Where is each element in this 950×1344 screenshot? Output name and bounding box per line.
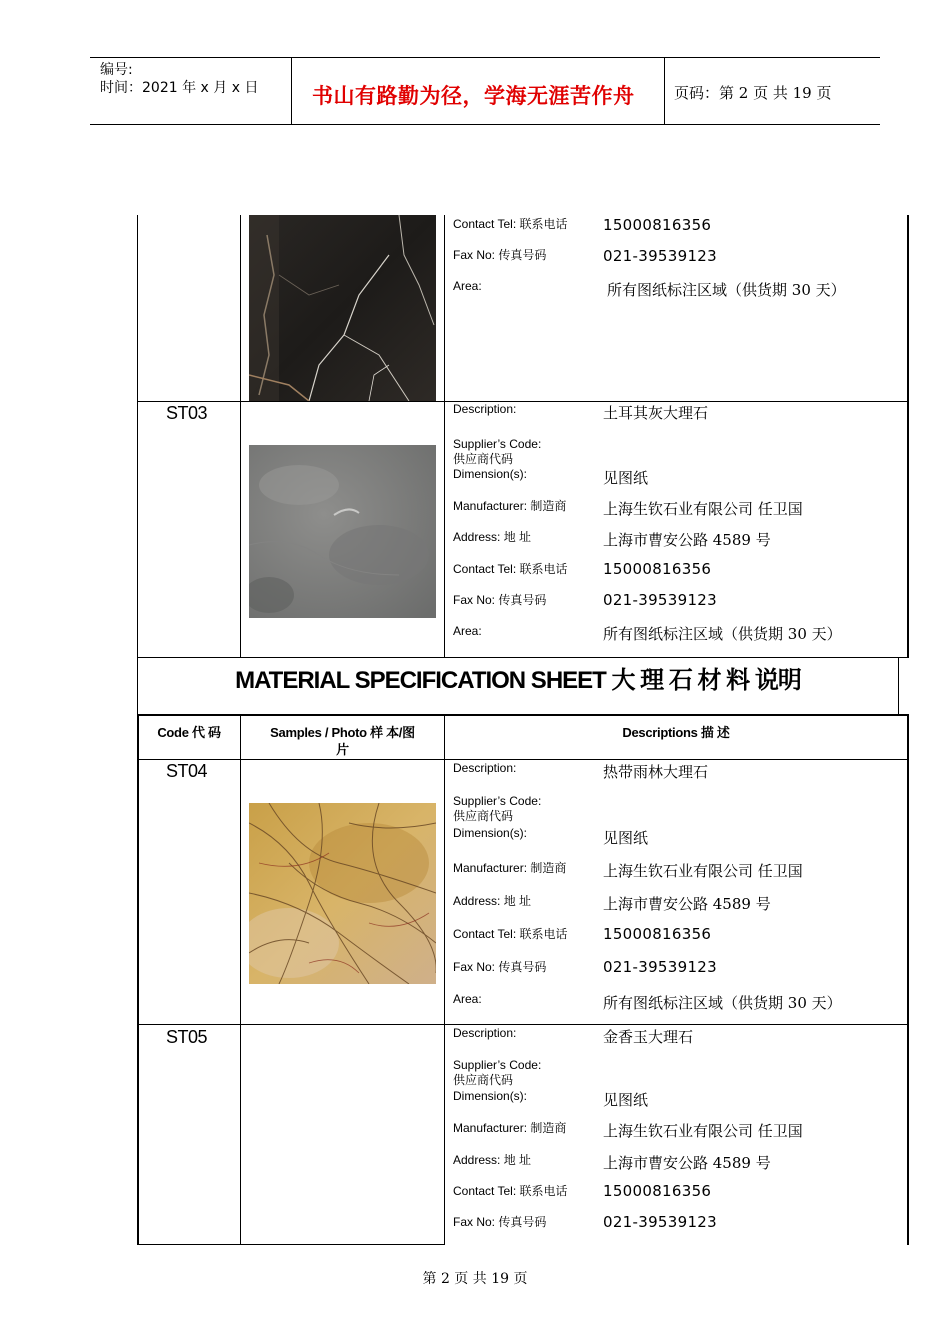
contact-label: Contact Tel: 联系电话 (453, 1184, 568, 1198)
column-header-samples-cont: 片 (336, 742, 349, 757)
manufacturer-value: 上海生钦石业有限公司 任卫国 (603, 500, 803, 518)
dimension-label: Dimension(s): (453, 826, 528, 840)
area-label: Area: (453, 992, 482, 1006)
supplier-code-label-cn: 供应商代码 (453, 1073, 514, 1087)
contact-value: 15000816356 (603, 1182, 712, 1200)
fax-label: Fax No: 传真号码 (453, 248, 547, 262)
item-code: ST04 (166, 761, 208, 781)
column-header-descriptions: Descriptions 描 述 (622, 725, 730, 740)
description-value: 金香玉大理石 (603, 1028, 694, 1046)
document-number-label: 编号: (100, 62, 133, 78)
manufacturer-label: Manufacturer: 制造商 (453, 1121, 567, 1135)
item-code: ST03 (166, 403, 208, 423)
contact-label: Contact Tel: 联系电话 (453, 927, 568, 941)
contact-value: 15000816356 (603, 216, 712, 234)
description-label: Description: (453, 402, 517, 416)
fax-value: 021-39539123 (603, 591, 717, 609)
address-value: 上海市曹安公路 4589 号 (603, 895, 771, 913)
area-value: 所有图纸标注区域（供货期 30 天） (603, 625, 842, 643)
supplier-code-label-cn: 供应商代码 (453, 452, 514, 466)
description-value: 热带雨林大理石 (603, 763, 709, 781)
manufacturer-label: Manufacturer: 制造商 (453, 499, 567, 513)
header-page-number: 页码：第 2 页 共 19 页 (674, 84, 832, 102)
supplier-code-label: Supplier’s Code: (453, 794, 542, 808)
dimension-value: 见图纸 (603, 469, 649, 487)
fax-value: 021-39539123 (603, 958, 717, 976)
dimension-label: Dimension(s): (453, 1089, 528, 1103)
dark-marble-sample-photo (249, 215, 436, 401)
dimension-label: Dimension(s): (453, 467, 528, 481)
description-label: Description: (453, 1026, 517, 1040)
supplier-code-label: Supplier’s Code: (453, 1058, 542, 1072)
fax-label: Fax No: 传真号码 (453, 593, 547, 607)
manufacturer-value: 上海生钦石业有限公司 任卫国 (603, 1122, 803, 1140)
document-time-label: 时间：2021 年 x 月 x 日 (100, 80, 259, 96)
item-code: ST05 (166, 1027, 208, 1047)
supplier-code-label: Supplier’s Code: (453, 437, 542, 451)
page-footer: 第 2 页 共 19 页 (422, 1271, 528, 1287)
description-label: Description: (453, 761, 517, 775)
contact-value: 15000816356 (603, 925, 712, 943)
column-header-samples: Samples / Photo 样 本/图 (270, 725, 415, 740)
description-value: 土耳其灰大理石 (603, 404, 709, 422)
fax-label: Fax No: 传真号码 (453, 960, 547, 974)
manufacturer-value: 上海生钦石业有限公司 任卫国 (603, 862, 803, 880)
address-label: Address: 地 址 (453, 1153, 532, 1167)
address-label: Address: 地 址 (453, 894, 532, 908)
supplier-code-label-cn: 供应商代码 (453, 809, 514, 823)
contact-value: 15000816356 (603, 560, 712, 578)
header-motto: 书山有路勤为径，学海无涯苦作舟 (312, 84, 635, 108)
fax-value: 021-39539123 (603, 1213, 717, 1231)
manufacturer-label: Manufacturer: 制造商 (453, 861, 567, 875)
area-label: Area: (453, 279, 482, 293)
address-value: 上海市曹安公路 4589 号 (603, 531, 771, 549)
fax-label: Fax No: 传真号码 (453, 1215, 547, 1229)
address-label: Address: 地 址 (453, 530, 532, 544)
address-value: 上海市曹安公路 4589 号 (603, 1154, 771, 1172)
area-label: Area: (453, 624, 482, 638)
fax-value: 021-39539123 (603, 247, 717, 265)
area-value: 所有图纸标注区域（供货期 30 天） (607, 281, 846, 299)
column-header-code: Code 代 码 (157, 725, 221, 740)
area-value: 所有图纸标注区域（供货期 30 天） (603, 994, 842, 1012)
grey-marble-sample-photo (249, 445, 436, 618)
rainforest-marble-sample-photo (249, 803, 436, 984)
dimension-value: 见图纸 (603, 829, 649, 847)
sheet-title: MATERIAL SPECIFICATION SHEET 大 理 石 材 料 说明 (235, 667, 801, 694)
contact-label: Contact Tel: 联系电话 (453, 217, 568, 231)
contact-label: Contact Tel: 联系电话 (453, 562, 568, 576)
dimension-value: 见图纸 (603, 1091, 649, 1109)
